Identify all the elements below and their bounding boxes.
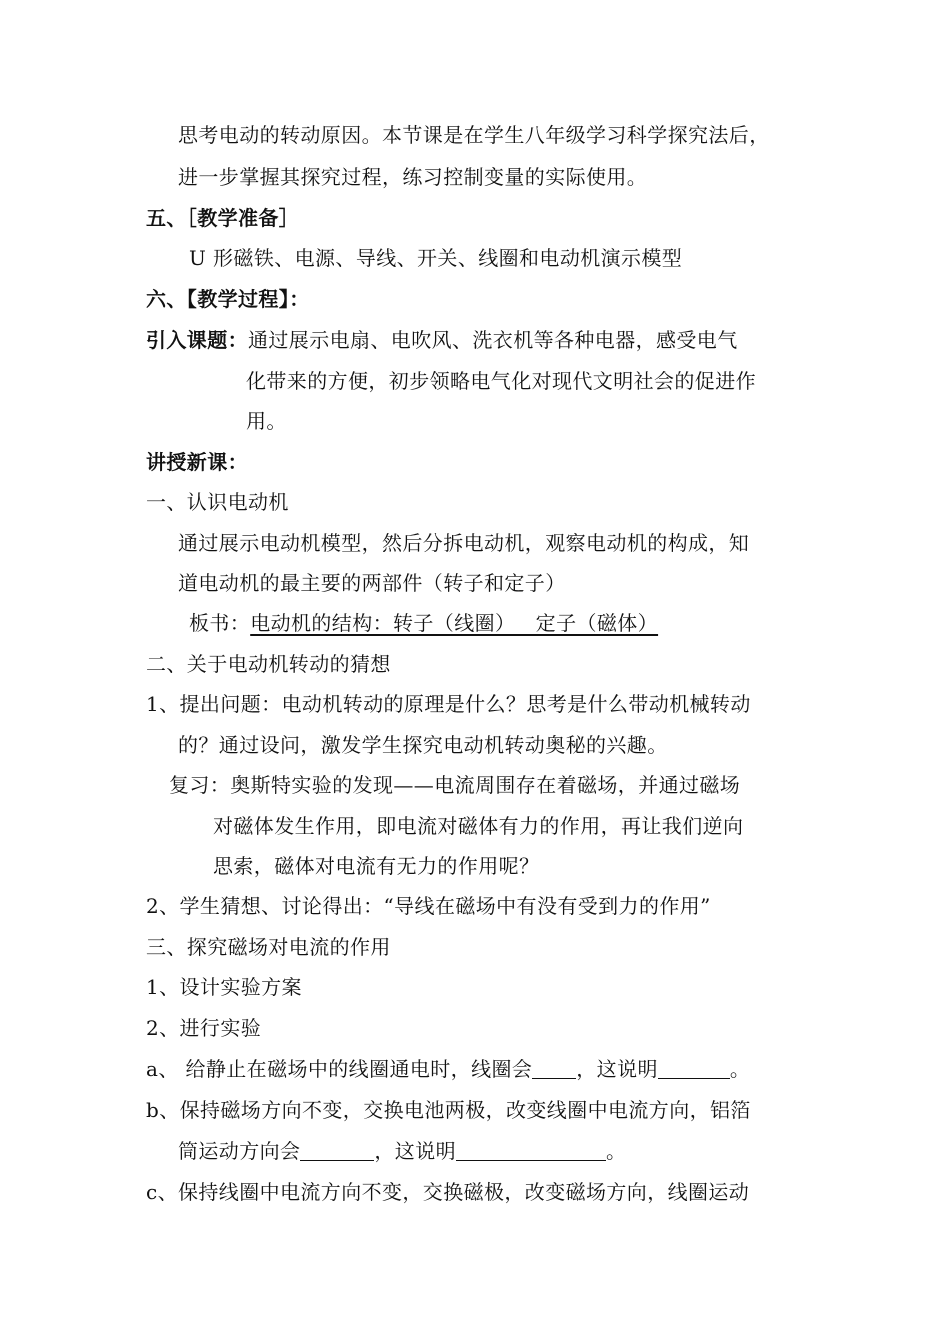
intro-line-2: 进一步掌握其探究过程，练习控制变量的实际使用。 — [178, 165, 648, 189]
part-3-title: 三、探究磁场对电流的作用 — [146, 935, 391, 959]
item-a — [146, 1055, 750, 1083]
item-b-blank-2[interactable] — [456, 1142, 606, 1161]
intro-topic-body-1: 通过展示电扇、电吹风、洗衣机等各种电器，感受电气 — [248, 328, 738, 352]
item-a-blank-2[interactable] — [658, 1060, 730, 1079]
review-line-1: 复习：奥斯特实验的发现——电流周围存在着磁场，并通过磁场 — [169, 773, 741, 797]
item-a-blank-1[interactable] — [532, 1060, 576, 1079]
review-line-3: 思索，磁体对电流有无力的作用呢？ — [213, 854, 540, 878]
part-1-line-2: 道电动机的最主要的两部件（转子和定子） — [178, 571, 566, 595]
question-2: 2、学生猜想、讨论得出：“导线在磁场中有没有受到力的作用” — [146, 894, 711, 918]
lecture-title: 讲授新课： — [146, 450, 248, 474]
intro-topic-line-3: 用。 — [246, 409, 287, 433]
item-a-prefix: a、 给静止在磁场中的线圈通电时，线圈会 — [146, 1057, 533, 1081]
item-b-line-1: b、保持磁场方向不变，交换电池两极，改变线圈中电流方向，铝箔 — [146, 1098, 751, 1122]
item-b-end: 。 — [606, 1139, 627, 1163]
section-5-body: U 形磁铁、电源、导线、开关、线圈和电动机演示模型 — [189, 246, 683, 270]
review-line-2: 对磁体发生作用，即电流对磁体有力的作用，再让我们逆向 — [213, 814, 744, 838]
board-note — [189, 609, 658, 637]
intro-topic-line-2: 化带来的方便，初步领略电气化对现代文明社会的促进作 — [246, 369, 756, 393]
item-c-line-1: c、保持线圈中电流方向不变，交换磁极，改变磁场方向，线圈运动 — [146, 1180, 750, 1204]
item-a-end: 。 — [729, 1057, 751, 1081]
question-1-line-1: 1、提出问题：电动机转动的原理是什么？思考是什么带动机械转动 — [146, 692, 751, 716]
item-b-prefix: 筒运动方向会 — [178, 1139, 301, 1163]
board-text: 电动机的结构：转子（线圈） 定子（磁体） — [250, 611, 659, 635]
item-a-mid: ，这说明 — [576, 1057, 658, 1081]
intro-topic-line-1 — [146, 326, 738, 354]
item-b-mid: ，这说明 — [374, 1139, 457, 1163]
item-b-line-2 — [178, 1137, 626, 1165]
section-5-title: 五、［教学准备］ — [146, 206, 300, 230]
intro-line-1: 思考电动的转动原因。本节课是在学生八年级学习科学探究法后， — [178, 123, 770, 147]
item-b-blank-1[interactable] — [300, 1142, 374, 1161]
step-2: 2、进行实验 — [146, 1016, 262, 1040]
section-6-title: 六、【教学过程】： — [146, 287, 310, 311]
step-1: 1、设计实验方案 — [146, 975, 302, 999]
part-1-title: 一、认识电动机 — [146, 490, 289, 514]
intro-topic-label: 引入课题： — [146, 328, 248, 352]
question-1-line-2: 的？通过设问，激发学生探究电动机转动奥秘的兴趣。 — [178, 733, 668, 757]
part-1-line-1: 通过展示电动机模型，然后分拆电动机，观察电动机的构成，知 — [178, 531, 750, 555]
board-label: 板书： — [189, 611, 251, 635]
part-2-title: 二、关于电动机转动的猜想 — [146, 652, 391, 676]
